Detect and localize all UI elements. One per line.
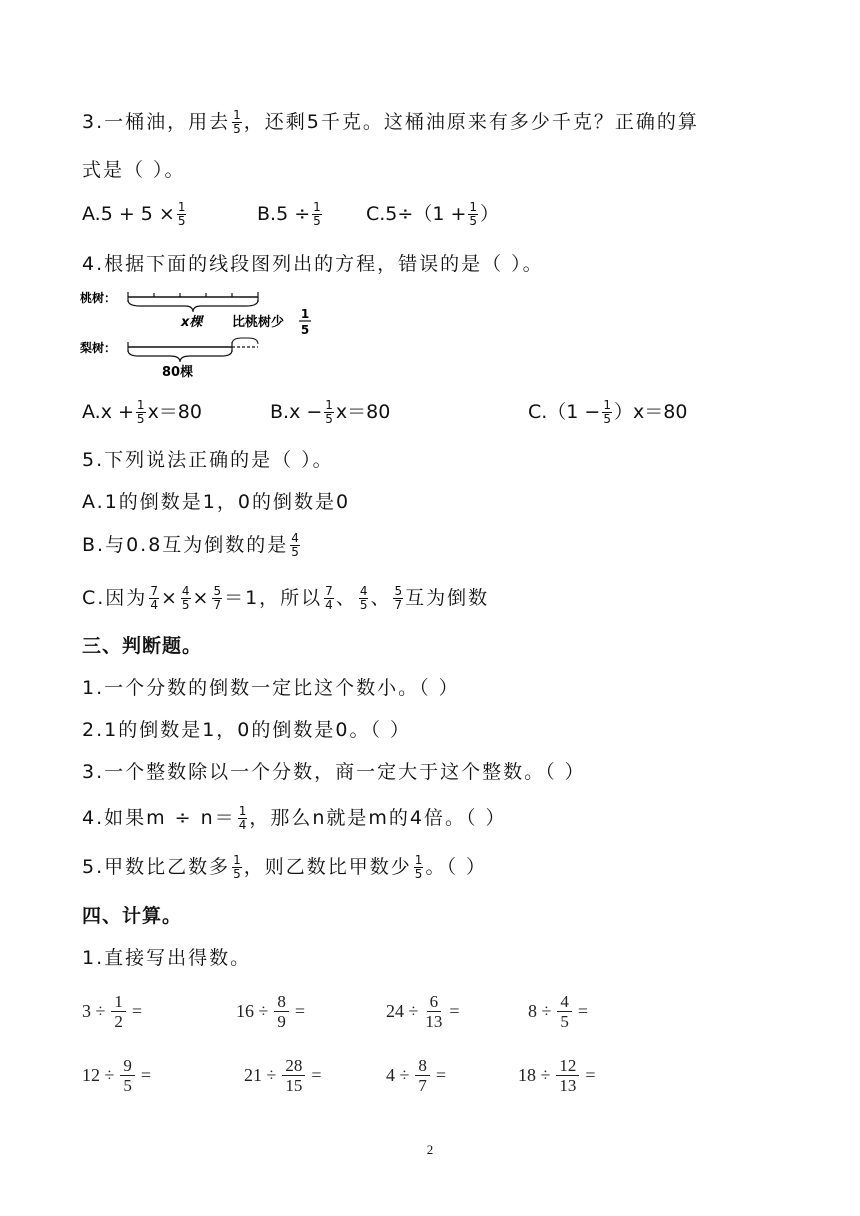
pear-brace <box>128 350 232 362</box>
q3-option-a[interactable]: A.5 + 5 × $\frac{1}{5}$ <box>82 200 186 228</box>
calc-item: 12 ÷ $\frac{9}{5}$ = <box>82 1056 152 1095</box>
judge-q4: 4.如果m ÷ n＝ $\frac{1}{4}$ ，那么n就是m的4倍。（ ） <box>82 804 507 832</box>
q5-text: 5.下列说法正确的是（ ）。 <box>82 449 334 471</box>
calc-item: 24 ÷ $\frac{6}{13}$ = <box>386 992 460 1031</box>
calc-item: 8 ÷ $\frac{4}{5}$ = <box>528 992 589 1031</box>
calc-item: 3 ÷ $\frac{1}{2}$ = <box>82 992 143 1031</box>
q4-option-c[interactable]: C.（1 − $\frac{1}{5}$ ）x＝80 <box>528 398 688 426</box>
q3-line-2: 式是（ ）。 <box>82 159 186 181</box>
calc-item: 21 ÷ $\frac{28}{15}$ = <box>244 1056 322 1095</box>
peach-brace <box>128 300 258 312</box>
fraction: $\frac{1}{5}$ <box>233 108 241 136</box>
q3-text-b: ，还剩5千克。这桶油原来有多少千克？正确的算 <box>243 111 699 133</box>
judge-q3: 3.一个整数除以一个分数，商一定大于这个整数。（ ） <box>82 761 586 783</box>
q3-text-a: 3.一桶油，用去 <box>82 111 231 133</box>
pear-value: 80棵 <box>162 365 194 378</box>
peach-label: 桃树： <box>80 291 117 305</box>
judge-q5: 5.甲数比乙数多 $\frac{1}{5}$ ，则乙数比甲数少 $\frac{1}{5}$ 。（ ） <box>82 853 487 881</box>
judge-q1: 1.一个分数的倒数一定比这个数小。（ ） <box>82 677 460 699</box>
section-4-subtitle: 1.直接写出得数。 <box>82 947 252 969</box>
section-3-title: 三、判断题。 <box>82 635 203 657</box>
less-numerator: 1 <box>300 307 310 321</box>
page-number: 2 <box>426 1142 434 1157</box>
q3-option-c[interactable]: C.5÷（1 + $\frac{1}{5}$ ） <box>366 200 500 228</box>
q4-option-b[interactable]: B.x − $\frac{1}{5}$ x＝80 <box>270 398 391 426</box>
q3-options <box>82 200 782 236</box>
q5-option-c[interactable]: C.因为 $\frac{7}{4}$ × $\frac{4}{5}$ × $\frac{5}{7}$ ＝1，所以 $\frac{7}{4}$ 、 $\frac{4}{5}$ 、 $\frac{5}{7}$ 互为倒数 <box>82 584 490 612</box>
less-denominator: 5 <box>300 323 310 337</box>
q4-options <box>82 398 782 434</box>
calc-item: 4 ÷ $\frac{8}{7}$ = <box>386 1056 447 1095</box>
q3-option-b[interactable]: B.5 ÷ $\frac{1}{5}$ <box>257 200 321 228</box>
less-label: 比桃树少 <box>232 315 285 330</box>
q3-line-1 <box>82 108 699 136</box>
pear-label: 梨树： <box>80 341 117 355</box>
q5-option-b[interactable]: B.与0.8互为倒数的是 $\frac{4}{5}$ <box>82 531 299 559</box>
judge-q2: 2.1的倒数是1，0的倒数是0。（ ） <box>82 719 412 741</box>
line-segment-diagram <box>80 286 320 378</box>
q5-option-a[interactable]: A.1的倒数是1，0的倒数是0 <box>82 491 351 513</box>
q4-option-a[interactable]: A.x + $\frac{1}{5}$ x＝80 <box>82 398 202 426</box>
calc-item: 16 ÷ $\frac{8}{9}$ = <box>236 992 306 1031</box>
calc-item: 18 ÷ $\frac{12}{13}$ = <box>518 1056 596 1095</box>
q4-text: 4.根据下面的线段图列出的方程，错误的是（ ）。 <box>82 253 544 275</box>
x-trees-label: x棵 <box>181 315 203 330</box>
section-4-title: 四、计算。 <box>82 905 183 927</box>
difference-brace <box>232 338 258 344</box>
